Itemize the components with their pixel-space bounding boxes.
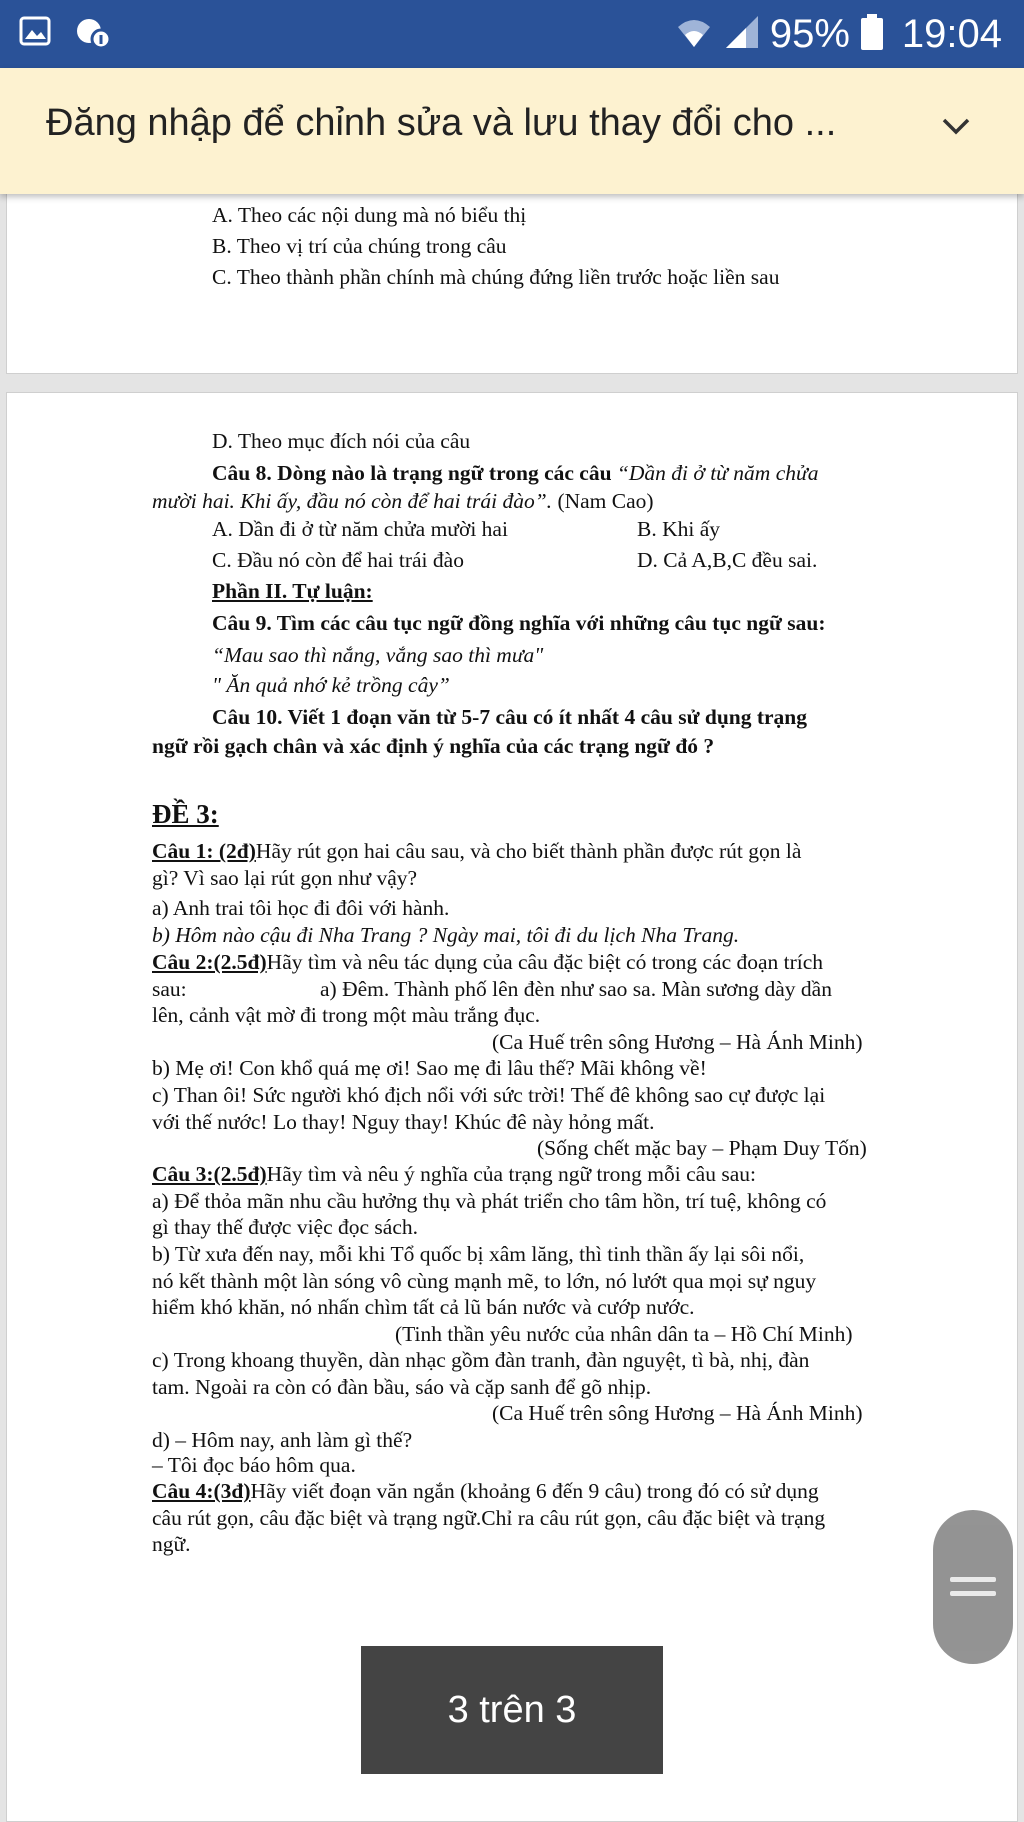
proverb-2: " Ăn quả nhớ kẻ trồng cây” bbox=[212, 673, 450, 697]
question-10-line-2: ngữ rồi gạch chân và xác định ý nghĩa của các trạng ngữ đó ? bbox=[152, 734, 715, 758]
c3-item-a-2: gì thay thế được việc đọc sách. bbox=[152, 1215, 418, 1239]
c2-text: Hãy tìm và nêu tác dụng của câu đặc biệt có trong các đoạn trích bbox=[266, 950, 824, 974]
signal-icon bbox=[724, 14, 760, 55]
question-8-quote: “Dần đi ở từ năm chửa bbox=[616, 461, 819, 485]
c2-label: Câu 2:(2.5đ) bbox=[152, 950, 267, 974]
c4-line-3: ngữ. bbox=[152, 1532, 191, 1556]
banner-text: Đăng nhập để chỉnh sửa và lưu thay đổi cho ... bbox=[46, 102, 837, 144]
status-bar bbox=[0, 0, 1024, 68]
c2-line-1 bbox=[152, 950, 823, 976]
question-8-source: (Nam Cao) bbox=[552, 489, 654, 513]
grip-line-icon bbox=[950, 1577, 996, 1582]
c1-line-2: gì? Vì sao lại rút gọn như vậy? bbox=[152, 866, 418, 890]
option-d-line: D. Theo mục đích nói của câu bbox=[212, 429, 471, 453]
wifi-icon bbox=[674, 13, 714, 56]
option-b-line: B. Theo vị trí của chúng trong câu bbox=[212, 234, 507, 258]
q8-option-c: C. Đầu nó còn để hai trái đào bbox=[212, 548, 464, 572]
q8-option-b: B. Khi ấy bbox=[637, 517, 721, 541]
chevron-down-icon[interactable] bbox=[938, 108, 974, 149]
c2-source-1: (Ca Huế trên sông Hương – Hà Ánh Minh) bbox=[492, 1030, 863, 1054]
question-8-quote-2: mười hai. Khi ấy, đầu nó còn để hai trái đào”. bbox=[152, 489, 553, 513]
option-c-line: C. Theo thành phần chính mà chúng đứng liền trước hoặc liền sau bbox=[212, 265, 780, 289]
scroll-thumb[interactable] bbox=[933, 1510, 1013, 1664]
c2-item-c-2: với thế nước! Lo thay! Nguy thay! Khúc đê này hỏng mất. bbox=[152, 1110, 655, 1134]
c3-item-b-2: nó kết thành một làn sóng vô cùng mạnh mẽ, to lớn, nó lướt qua mọi sự nguy bbox=[152, 1269, 817, 1293]
question-9: Câu 9. Tìm các câu tục ngữ đồng nghĩa với những câu tục ngữ sau: bbox=[212, 611, 826, 635]
gallery-icon bbox=[18, 14, 52, 57]
c4-line-1 bbox=[152, 1479, 819, 1505]
c2-item-c-1: c) Than ôi! Sức người khó địch nổi với sức trời! Thế đê không sao cự được lại bbox=[152, 1083, 826, 1107]
c1-line-1 bbox=[152, 839, 801, 865]
c3-item-c-1: c) Trong khoang thuyền, dàn nhạc gồm đàn tranh, đàn nguyệt, tì bà, nhị, đàn bbox=[152, 1348, 810, 1372]
q8-option-d: D. Cả A,B,C đều sai. bbox=[637, 548, 818, 572]
c2-source-2: (Sống chết mặc bay – Phạm Duy Tốn) bbox=[537, 1136, 867, 1160]
battery-icon bbox=[860, 13, 884, 56]
battery-percent: 95% bbox=[769, 11, 850, 56]
proverb-1: “Mau sao thì nắng, vắng sao thì mưa" bbox=[212, 643, 544, 667]
c1-label: Câu 1: (2đ) bbox=[152, 839, 256, 863]
c2-line-2a: sau: bbox=[152, 977, 187, 1001]
document-page-2 bbox=[6, 392, 1018, 1822]
question-8-line-2 bbox=[152, 489, 654, 515]
option-a-line: A. Theo các nội dung mà nó biểu thị bbox=[212, 203, 527, 227]
c3-source-1: (Tinh thần yêu nước của nhân dân ta – Hồ Chí Minh) bbox=[395, 1322, 853, 1346]
c4-line-2: câu rút gọn, câu đặc biệt và trạng ngữ.Chỉ ra câu rút gọn, câu đặc biệt và trạng bbox=[152, 1506, 826, 1530]
c3-line-1 bbox=[152, 1162, 756, 1188]
c3-item-b-1: b) Từ xưa đến nay, mỗi khi Tổ quốc bị xâm lăng, thì tinh thần ấy lại sôi nổi, bbox=[152, 1242, 805, 1266]
notification-icon bbox=[74, 14, 112, 57]
c3-item-a-1: a) Để thỏa mãn nhu cầu hưởng thụ và phát triển cho tâm hồn, trí tuệ, không có bbox=[152, 1189, 827, 1213]
question-8 bbox=[212, 461, 818, 487]
c1-item-a: a) Anh trai tôi học đi đôi với hành. bbox=[152, 896, 450, 920]
question-8-bold: Câu 8. Dòng nào là trạng ngữ trong các câu bbox=[212, 461, 617, 485]
c3-text: Hãy tìm và nêu ý nghĩa của trạng ngữ trong mỗi câu sau: bbox=[266, 1162, 756, 1186]
c3-item-c-2: tam. Ngoài ra còn có đàn bầu, sáo và cặp sanh để gõ nhịp. bbox=[152, 1375, 652, 1399]
exam-3-heading: ĐỀ 3: bbox=[152, 799, 219, 829]
c3-item-d-1: d) – Hôm nay, anh làm gì thế? bbox=[152, 1428, 413, 1452]
c2-line-3: lên, cảnh vật mờ đi trong một màu trắng đục. bbox=[152, 1003, 541, 1027]
part-2-heading: Phần II. Tự luận: bbox=[212, 579, 373, 603]
c4-text: Hãy viết đoạn văn ngắn (khoảng 6 đến 9 câu) trong đó có sử dụng bbox=[250, 1479, 819, 1503]
c3-item-d-2: – Tôi đọc báo hôm qua. bbox=[152, 1453, 356, 1477]
question-10-line-1: Câu 10. Viết 1 đoạn văn từ 5-7 câu có ít nhất 4 câu sử dụng trạng bbox=[212, 705, 808, 729]
page-indicator: 3 trên 3 bbox=[361, 1646, 663, 1774]
c3-source-2: (Ca Huế trên sông Hương – Hà Ánh Minh) bbox=[492, 1401, 863, 1425]
c3-label: Câu 3:(2.5đ) bbox=[152, 1162, 267, 1186]
q8-option-a: A. Dần đi ở từ năm chửa mười hai bbox=[212, 517, 508, 541]
c2-line-2b: a) Đêm. Thành phố lên đèn như sao sa. Màn sương dày dần bbox=[320, 977, 832, 1001]
c1-text: Hãy rút gọn hai câu sau, và cho biết thành phần được rút gọn là bbox=[255, 839, 802, 863]
c4-label: Câu 4:(3đ) bbox=[152, 1479, 251, 1503]
c1-item-b: b) Hôm nào cậu đi Nha Trang ? Ngày mai, tôi đi du lịch Nha Trang. bbox=[152, 923, 740, 947]
sign-in-banner[interactable] bbox=[0, 68, 1024, 194]
grip-line-icon bbox=[950, 1591, 996, 1596]
clock: 19:04 bbox=[901, 11, 1002, 56]
c2-item-b: b) Mẹ ơi! Con khổ quá mẹ ơi! Sao mẹ đi lâu thế? Mãi không về! bbox=[152, 1056, 707, 1080]
c3-item-b-3: hiểm khó khăn, nó nhấn chìm tất cả lũ bán nước và cướp nước. bbox=[152, 1295, 695, 1319]
